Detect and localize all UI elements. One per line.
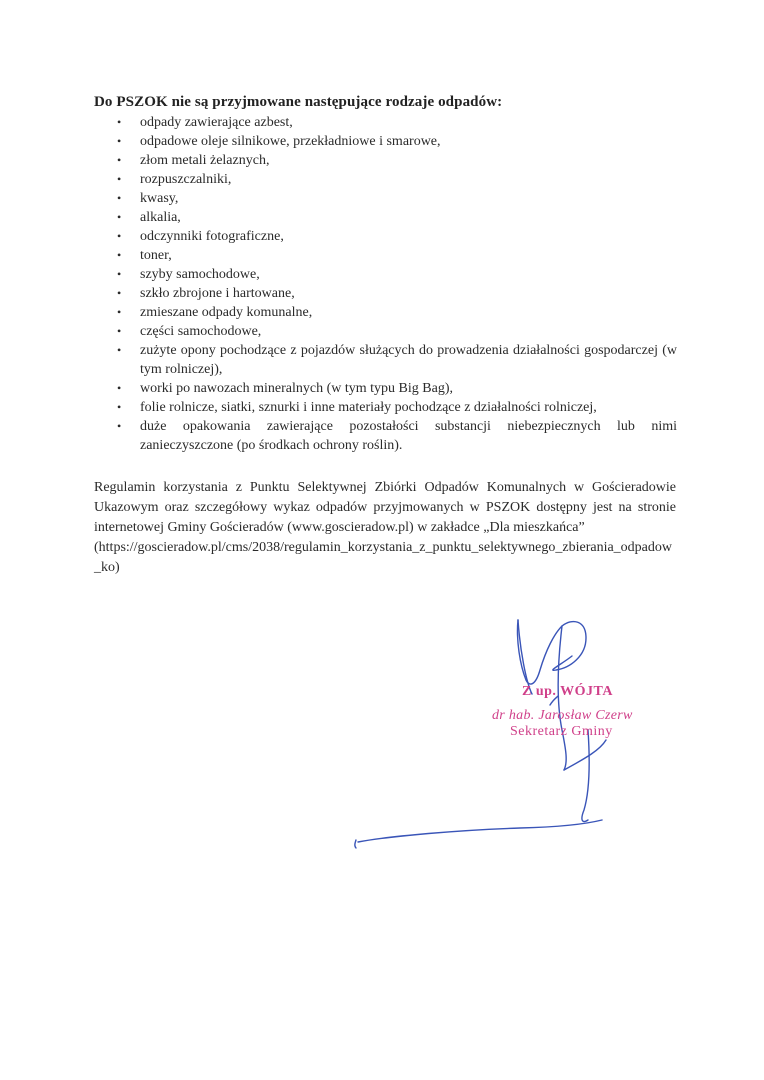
heading: Do PSZOK nie są przyjmowane następujące rodzaje odpadów: bbox=[94, 94, 503, 110]
regulation-text: Regulamin korzystania z Punktu Selektywnej Zbiórki Odpadów Komunalnych w Gościeradowie Ukazowym oraz szczegółowy wykaz odpadów przyjmowanych w PSZOK dostępny jest na stronie internetowej Gminy Gościeradów (www.goscieradow.pl) w zakładce „Dla mieszkańca” bbox=[94, 480, 676, 535]
list-item: • złom metali żelaznych, bbox=[117, 153, 270, 168]
list-item: • szkło zbrojone i hartowane, bbox=[117, 286, 295, 301]
bullet: • bbox=[117, 400, 122, 414]
bullet: • bbox=[117, 305, 122, 319]
stamp-line-title: Sekretarz Gminy bbox=[510, 724, 613, 739]
bullet: • bbox=[117, 153, 122, 167]
bullet: • bbox=[117, 229, 122, 243]
bullet: • bbox=[117, 115, 122, 129]
bullet: • bbox=[117, 191, 122, 205]
list-item: • duże opakowania zawierające pozostałości substancji niebezpiecznych lub nimi zanieczyszczone (po środkach ochrony roślin). bbox=[117, 419, 677, 453]
list-item: • toner, bbox=[117, 248, 172, 263]
list-item: • zużyte opony pochodzące z pojazdów służących do prowadzenia działalności gospodarczej (w tym rolniczej), bbox=[117, 343, 677, 377]
list-item: • alkalia, bbox=[117, 210, 181, 225]
list-item: • szyby samochodowe, bbox=[117, 267, 260, 282]
list-item: • rozpuszczalniki, bbox=[117, 172, 232, 187]
bullet: • bbox=[117, 381, 122, 395]
list-item: • odczynniki fotograficzne, bbox=[117, 229, 284, 244]
bullet: • bbox=[117, 343, 122, 357]
list-item: • odpadowe oleje silnikowe, przekładniowe i smarowe, bbox=[117, 134, 441, 149]
bullet: • bbox=[117, 286, 122, 300]
bullet: • bbox=[117, 267, 122, 281]
list-item: • worki po nawozach mineralnych (w tym typu Big Bag), bbox=[117, 381, 453, 396]
excluded-waste-list bbox=[117, 113, 677, 455]
list-item: • kwasy, bbox=[117, 191, 179, 206]
stamp-line-name: dr hab. Jarosław Czerw bbox=[492, 708, 633, 723]
bullet: • bbox=[117, 248, 122, 262]
regulation-paragraph bbox=[94, 478, 676, 578]
bullet: • bbox=[117, 210, 122, 224]
signature-stamp-block bbox=[350, 610, 670, 860]
bullet: • bbox=[117, 419, 122, 433]
bullet: • bbox=[117, 172, 122, 186]
regulation-url[interactable]: (https://goscieradow.pl/cms/2038/regulamin_korzystania_z_punktu_selektywnego_zbierania_odpadow_ko) bbox=[94, 540, 673, 575]
list-item: • części samochodowe, bbox=[117, 324, 262, 339]
list-item: • zmieszane odpady komunalne, bbox=[117, 305, 313, 320]
bullet: • bbox=[117, 134, 122, 148]
list-item: • folie rolnicze, siatki, sznurki i inne materiały pochodzące z działalności rolniczej, bbox=[117, 400, 597, 415]
stamp-line-authority: Z up. WÓJTA bbox=[522, 684, 613, 699]
bullet: • bbox=[117, 324, 122, 338]
list-item: • odpady zawierające azbest, bbox=[117, 115, 293, 130]
